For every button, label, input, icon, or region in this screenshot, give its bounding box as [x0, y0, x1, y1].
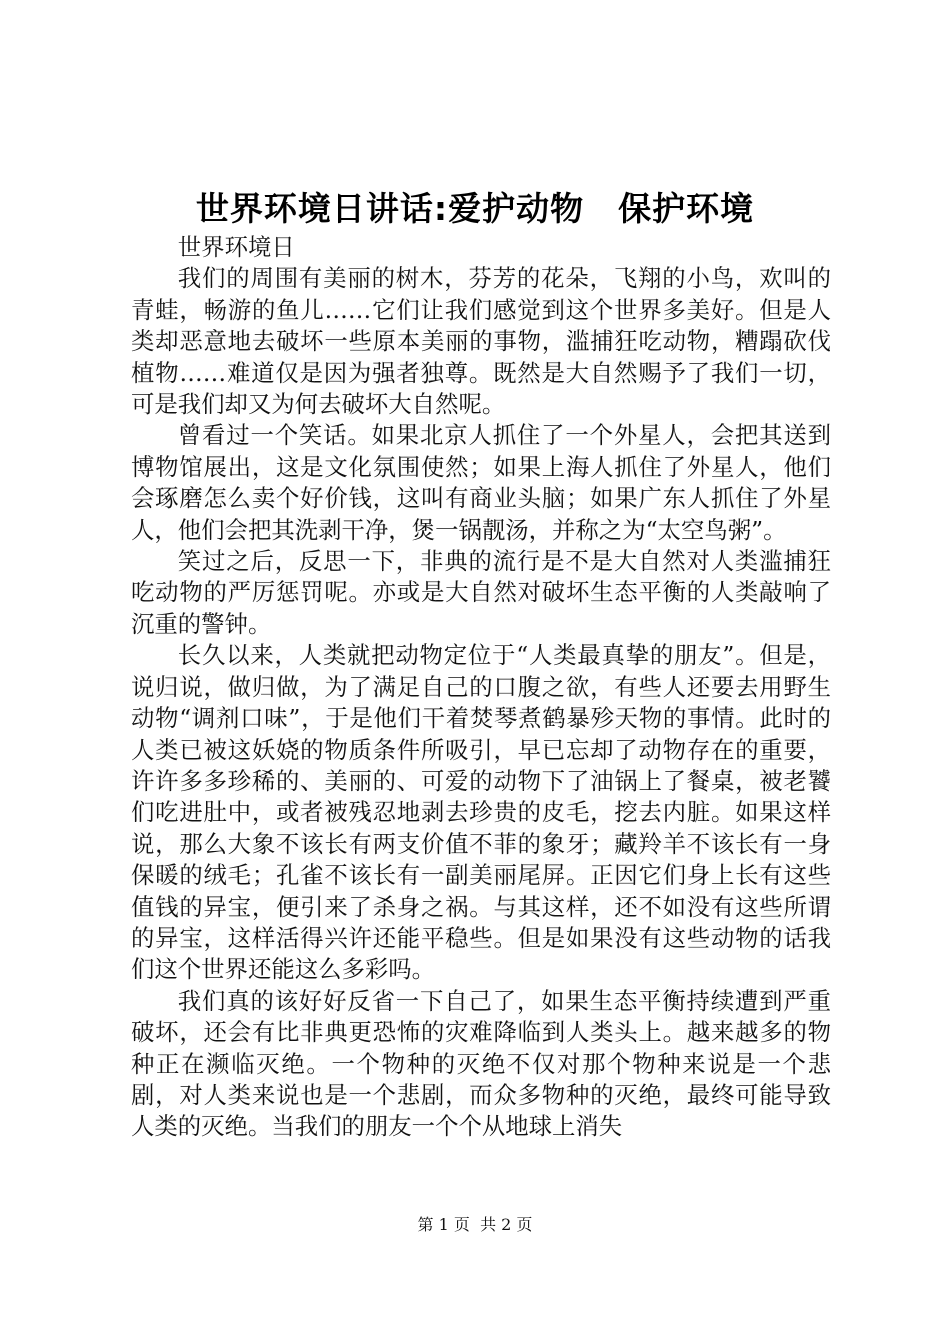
paragraph-subtitle: 世界环境日 [177, 233, 295, 261]
paragraph: 曾看过一个笑话。如果北京人抓住了一个外星人，会把其送到博物馆展出，这是文化氛围使然；如果上海人抓住了外星人，他们会琢磨怎么卖个好价钱，这叫有商业头脑；如果广东人抓住了外星人，他们会把其洗剥干净，煲一锅靓汤，并称之为“太空鸟粥”。 [131, 421, 831, 544]
paragraph: 笑过之后，反思一下，非典的流行是不是大自然对人类滥捕狂吃动物的严厉惩罚呢。亦或是大自然对破坏生态平衡的人类敲响了沉重的警钟。 [131, 547, 831, 638]
paragraph: 我们真的该好好反省一下自己了，如果生态平衡持续遭到严重破坏，还会有比非典更恐怖的灾难降临到人类头上。越来越多的物种正在濒临灭绝。一个物种的灭绝不仅对那个物种来说是一个悲剧，对人类来说也是一个悲剧，而众多物种的灭绝，最终可能导致人类的灭绝。当我们的朋友一个个从地球上消失 [131, 986, 831, 1141]
paragraph: 我们的周围有美丽的树木，芬芳的花朵，飞翔的小鸟，欢叫的青蛙，畅游的鱼儿……它们让我们感觉到这个世界多美好。但是人类却恶意地去破坏一些原本美丽的事物，滥捕狂吃动物，糟蹋砍伐植物……难道仅是因为强者独尊。既然是大自然赐予了我们一切，可是我们却又为何去破坏大自然呢。 [131, 264, 831, 419]
document-body [131, 232, 831, 1143]
paragraph: 长久以来，人类就把动物定位于“人类最真挚的朋友”。但是，说归说，做归做，为了满足自己的口腹之欲，有些人还要去用野生动物“调剂口味”，于是他们干着焚琴煮鹤暴殄天物的事情。此时的人类已被这妖娆的物质条件所吸引，早已忘却了动物存在的重要，许许多多珍稀的、美丽的、可爱的动物下了油锅上了餐桌，被老饕们吃进肚中，或者被残忍地剥去珍贵的皮毛，挖去内脏。如果这样说，那么大象不该长有两支价值不菲的象牙；藏羚羊不该长有一身保暖的绒毛；孔雀不该长有一副美丽尾屏。正因它们身上长有这些值钱的异宝，便引来了杀身之祸。与其这样，还不如没有这些所谓的异宝，这样活得兴许还能平稳些。但是如果没有这些动物的话我们这个世界还能这么多彩吗。 [131, 641, 831, 984]
page-footer: 第 1 页 共 2 页 [417, 1215, 533, 1234]
document-title: 世界环境日讲话:爱护动物 保护环境 [195, 189, 755, 228]
